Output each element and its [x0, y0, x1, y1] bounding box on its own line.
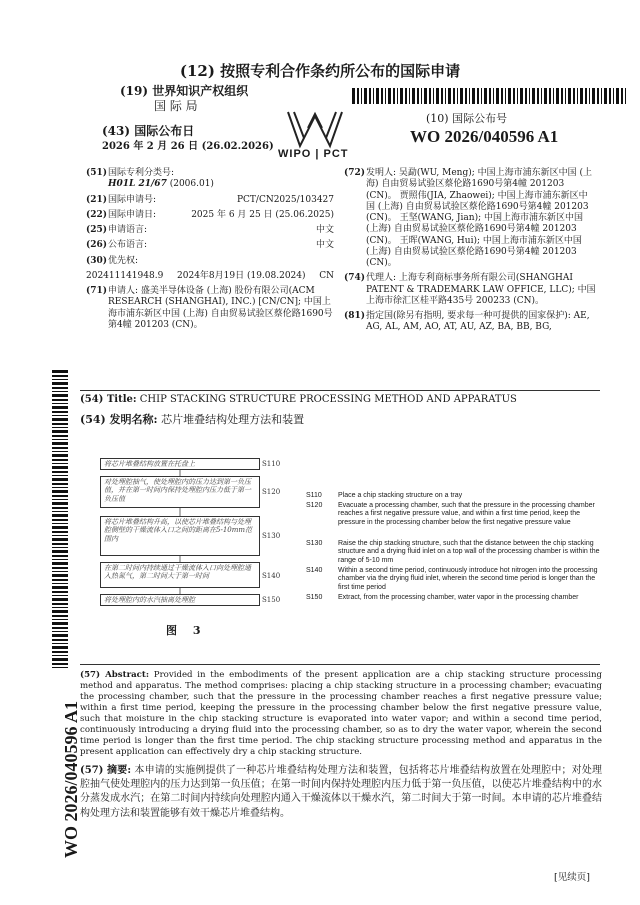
priority-date: 2024年8月19日 (19.08.2024)	[177, 270, 306, 281]
field-number: (72)	[344, 168, 366, 178]
field-22	[86, 210, 334, 221]
flow-box-s120: 对处理腔抽气，使处理腔内的压力达到第一负压值，并在第一时间内保持处理腔内压力低于第一负压值	[100, 476, 260, 508]
abstract-zh	[80, 764, 602, 821]
pubno-value: WO 2026/040596 A1	[410, 127, 559, 146]
step-s130	[306, 540, 606, 565]
step-text: Place a chip stacking structure on a tray	[338, 492, 463, 499]
field-30	[86, 256, 334, 267]
abstract-en	[80, 670, 602, 758]
org-number: (19)	[120, 84, 149, 98]
ipc-code: H01L 21/67	[108, 179, 167, 190]
title-en-label: (54) Title:	[80, 394, 137, 405]
field-71	[86, 286, 334, 331]
ipc-year: (2006.01)	[169, 179, 214, 190]
filing-date: 2025 年 6 月 25 日 (25.06.2025)	[191, 209, 334, 220]
step-id: S130	[306, 540, 323, 547]
field-label: 公布语言:	[108, 240, 148, 251]
flow-tag-s140: S140	[262, 572, 281, 580]
filing-language: 中文	[315, 225, 334, 235]
barcode-side	[52, 370, 68, 670]
abstract-en-text: Provided in the embodiments of the present application are a chip stacking structure processing method and apparatus. The method comprises: placing a chip stacking structure in a processing chamber; evacuating the processing chamber, such that the pressure in the processing chamber reaches a first negative pressure value; within a first time period, keeping the pressure in the processing chamber below the first negative pressure value, such that moisture in the chip stacking structure is evaporated into water vapor; and within a second time period, continuously introducing a drying fluid into the processing chamber, so as to dry the water vapor, wherein the second time period is longer than the first time period. The chip stacking structure processing method and apparatus in the present application can effectively dry a chip stacking structure.	[80, 670, 602, 757]
office-header	[120, 84, 270, 114]
field-label: 优先权:	[108, 255, 139, 266]
flow-tag-s130: S130	[262, 532, 281, 540]
step-text: Within a second time period, continuously introduce hot nitrogen into the processing chamber via the drying fluid inlet, wherein the second time period is longer than the first time period	[338, 567, 598, 591]
field-25	[86, 225, 334, 236]
divider	[80, 390, 600, 391]
field-number: (51)	[86, 168, 108, 178]
title-zh-label: (54) 发明名称:	[80, 413, 158, 426]
agent-text: 代理人: 上海专利商标事务所有限公司(SHANGHAI PATENT & TRADEMARK LAW OFFICE, LLC); 中国上海市徐汇区桂平路435号 200233 (CN)。	[366, 273, 596, 306]
step-id: S140	[306, 567, 323, 574]
step-id: S110	[306, 492, 322, 499]
flow-tag-s120: S120	[262, 488, 281, 496]
field-26	[86, 240, 334, 251]
priority-country: CN	[319, 270, 334, 281]
field-74	[344, 273, 596, 307]
bibliographic-left	[86, 168, 334, 335]
abstract-zh-label: (57) 摘要:	[80, 765, 132, 776]
flow-box-s150: 将处理腔内的水汽抽离处理腔	[100, 594, 260, 606]
inventors-text: 发明人: 吴勐(WU, Meng); 中国上海市浦东新区中国 (上海) 自由贸易试验区蔡伦路1690号第4幢 201203 (CN)。 贾照伟(JIA, Zhaowei); 中国上海市浦东新区中国 (上海) 自由贸易试验区蔡伦路1690号第4幢 201203 (CN)。 王坚(WANG, Jian); 中国上海市浦东新区中国 (上海) 自由贸易试验区蔡伦路1690号第4幢 201203 (CN)。 王晖(WANG, Hui); 中国上海市浦东新区中国 (上海) 自由贸易试验区蔡伦路1690号第4幢 201203 (CN)。	[366, 168, 593, 268]
publication-language: 中文	[315, 240, 334, 251]
step-s120	[306, 502, 606, 527]
field-72	[344, 168, 596, 269]
step-id: S120	[306, 502, 323, 509]
wipo-text: WIPO | PCT	[278, 148, 349, 160]
org-sub: 国 际 局	[154, 99, 198, 113]
field-81	[344, 311, 596, 334]
field-number: (21)	[86, 194, 108, 205]
step-s140	[306, 567, 606, 592]
application-number: PCT/CN2025/103427	[236, 194, 334, 205]
field-label: 国际申请号:	[108, 194, 157, 205]
title-en-value: CHIP STACKING STRUCTURE PROCESSING METHOD AND APPARATUS	[139, 394, 517, 405]
step-id: S150	[306, 594, 323, 601]
priority-number: 202411141948.9	[86, 270, 164, 281]
field-label: 国际专利分类号:	[108, 168, 175, 178]
page-title: (12) 按照专利合作条约所公布的国际申请	[179, 62, 461, 80]
field-number: (22)	[86, 209, 108, 220]
field-number: (30)	[86, 255, 108, 266]
step-s150	[306, 594, 606, 602]
priority-row	[86, 271, 334, 282]
field-number: (71)	[86, 286, 108, 296]
field-label: 国际申请日:	[108, 209, 157, 220]
title-zh-value: 芯片堆叠结构处理方法和装置	[161, 413, 305, 426]
step-text: Raise the chip stacking structure, such that the distance between the chip stacking structure and a drying fluid inlet on a top wall of the processing chamber is within the range of 5-10 mm	[338, 540, 600, 564]
field-21	[86, 195, 334, 206]
flow-tag-s110: S110	[262, 460, 281, 468]
bibliographic-right	[344, 168, 596, 338]
pubdate-value: 2026 年 2 月 26 日 (26.02.2026)	[102, 141, 274, 152]
pubno-label: (10) 国际公布号	[426, 112, 508, 125]
figure-label: 图 3	[166, 624, 207, 637]
abstract-zh-text: 本申请的实施例提供了一种芯片堆叠结构处理方法和装置，包括将芯片堆叠结构放置在处理腔中；对处理腔抽气使处理腔内的压力达到第一负压值；在第一时间内保持处理腔内压力低于第一负压值，以使芯片堆叠结构中的水分蒸发成水汽；在第二时间内持续向处理腔内通入干燥流体以干燥水汽，第二时间大于第一时间。本申请的芯片堆叠结构处理方法和装置能够有效干燥芯片堆叠结构。	[80, 765, 602, 819]
continued-note: [见续页]	[554, 872, 590, 883]
org-name: 世界知识产权组织	[152, 84, 249, 98]
flow-box-s110: 将芯片堆叠结构放置在托盘上	[100, 458, 260, 470]
field-label: 申请语言:	[108, 225, 148, 235]
flow-tag-s150: S150	[262, 596, 281, 604]
applicant-text: 申请人: 盛美半导体设备 (上海) 股份有限公司(ACM RESEARCH (SHANGHAI), INC.) [CN/CN]; 中国上海市浦东新区中国 (上海) 自由贸易试验区蔡伦路1690号第4幢 201203 (CN)。	[108, 286, 333, 330]
field-number: (74)	[344, 273, 366, 284]
field-number: (26)	[86, 240, 108, 251]
side-pubno: WO 2026/040596 A1	[61, 700, 81, 858]
title-zh	[80, 413, 600, 427]
barcode-top	[352, 88, 626, 104]
step-text: Extract, from the processing chamber, water vapor in the processing chamber	[338, 594, 579, 601]
flow-box-s140: 在第二时间内持续通过干燥流体入口向处理腔通入热氮气，第二时间大于第一时间	[100, 562, 260, 588]
divider	[80, 664, 600, 665]
title-en	[80, 394, 600, 407]
step-text: Evacuate a processing chamber, such that the pressure in the processing chamber reaches a first negative pressure value, and within a first time period, keep the pressure in the processing chamber below the first negative pressure value	[338, 502, 595, 526]
field-51	[86, 168, 334, 191]
pubdate-label: (43) 国际公布日	[102, 124, 195, 138]
field-number: (25)	[86, 225, 108, 235]
abstract-en-label: (57) Abstract:	[80, 670, 150, 680]
step-s110	[306, 492, 606, 500]
flow-box-s130: 将芯片堆叠结构升高，以使芯片堆叠结构与处理腔侧壁的干燥流体入口之间的距离在5-10mm范围内	[100, 516, 260, 556]
field-number: (81)	[344, 311, 366, 321]
designated-states-text: 指定国(除另有指明, 要求每一种可提供的国家保护): AE, AG, AL, AM, AO, AT, AU, AZ, BA, BB, BG,	[366, 311, 590, 333]
